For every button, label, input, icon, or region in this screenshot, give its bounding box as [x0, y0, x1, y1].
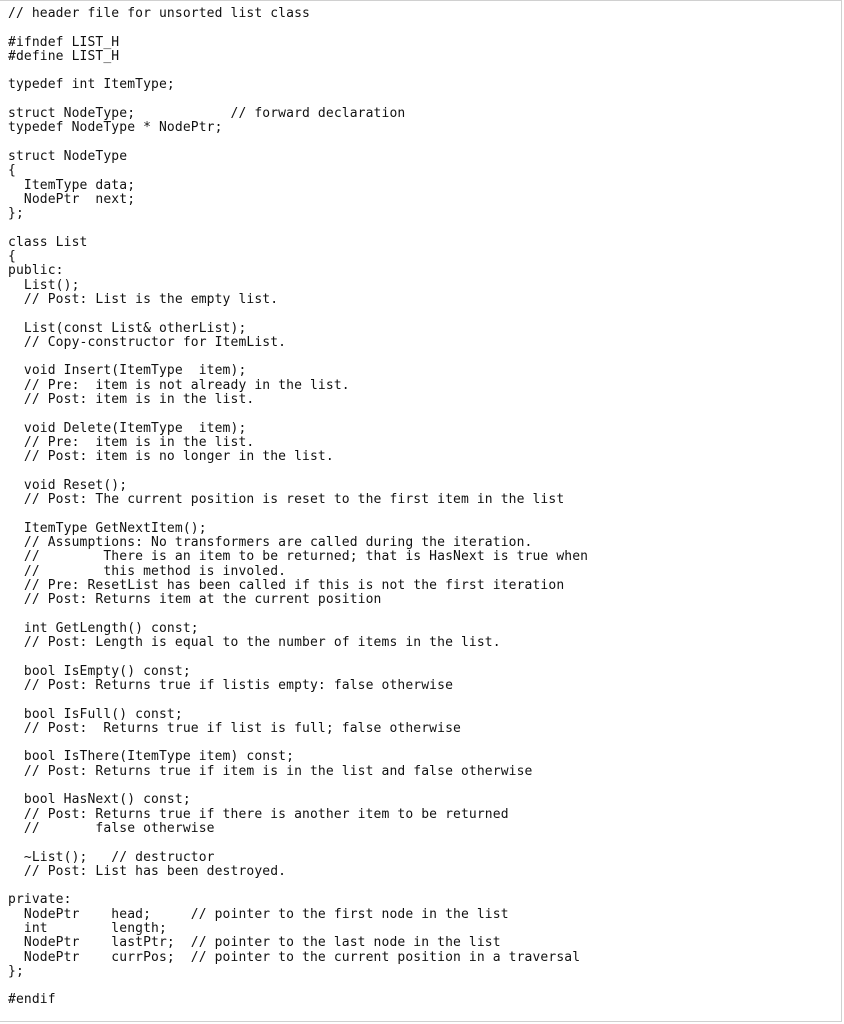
code-line: // Post: Returns true if list is full; false otherwise: [8, 720, 461, 736]
code-line: // Post: List has been destroyed.: [8, 863, 287, 879]
code-line: typedef int ItemType;: [8, 77, 175, 93]
code-line: ItemType GetNextItem();: [8, 520, 207, 536]
code-line: [8, 93, 836, 107]
code-line: [8, 507, 836, 521]
code-line: [8, 221, 836, 235]
code-line: // Post: Returns true if item is in the list and false otherwise: [8, 763, 533, 779]
code-line: class List: [8, 234, 88, 250]
code-line: NodePtr next;: [8, 191, 136, 207]
code-line: [8, 350, 836, 364]
code-line: // Post: Returns item at the current position: [8, 592, 382, 608]
code-line: [8, 64, 836, 78]
code-line: // Pre: ResetList has been called if this is not the first iteration: [8, 577, 565, 593]
code-line: // header file for unsorted list class: [8, 6, 310, 21]
code-line: // Assumptions: No transformers are called during the iteration.: [8, 534, 533, 550]
code-line: [8, 136, 836, 150]
code-line: };: [8, 206, 24, 222]
code-line: // Post: Returns true if there is another item to be returned: [8, 806, 509, 822]
code-line: [8, 607, 836, 621]
code-line: bool IsEmpty() const;: [8, 663, 191, 679]
code-line: #endif: [8, 992, 56, 1008]
code-line: // Post: Length is equal to the number of items in the list.: [8, 635, 501, 651]
code-line: bool IsThere(ItemType item) const;: [8, 749, 295, 765]
code-line: // false otherwise: [8, 820, 215, 836]
code-line: [8, 465, 836, 479]
code-line: #define LIST_H: [8, 48, 120, 64]
code-line: List();: [8, 277, 80, 293]
code-line: void Insert(ItemType item);: [8, 363, 247, 379]
code-line: private:: [8, 892, 72, 908]
code-line: // Post: item is in the list.: [8, 392, 255, 408]
code-line: [8, 879, 836, 893]
code-line: // Post: The current position is reset to the first item in the list: [8, 492, 565, 508]
code-line: void Reset();: [8, 477, 128, 493]
code-line: [8, 979, 836, 993]
code-line: // Post: Returns true if listis empty: false otherwise: [8, 677, 454, 693]
code-line: // Pre: item is not already in the list.: [8, 377, 350, 393]
code-line: void Delete(ItemType item);: [8, 420, 247, 436]
code-line: ItemType data;: [8, 177, 136, 193]
code-line: public:: [8, 263, 64, 279]
code-line: bool HasNext() const;: [8, 792, 191, 808]
code-line: // Post: List is the empty list.: [8, 291, 279, 307]
code-line: [8, 836, 836, 850]
code-line: List(const List& otherList);: [8, 320, 247, 336]
code-line: struct NodeType; // forward declaration: [8, 106, 406, 122]
code-line: [8, 693, 836, 707]
code-line: {: [8, 163, 16, 179]
code-line: [8, 307, 836, 321]
code-line: struct NodeType: [8, 148, 128, 164]
code-line: // There is an item to be returned; that is HasNext is true when: [8, 549, 589, 565]
code-line: bool IsFull() const;: [8, 706, 183, 722]
code-line: NodePtr currPos; // pointer to the current position in a traversal: [8, 949, 581, 965]
code-line: [8, 736, 836, 750]
code-line: // this method is involed.: [8, 563, 287, 579]
code-line: };: [8, 963, 24, 979]
code-line: [8, 21, 836, 35]
code-line: typedef NodeType * NodePtr;: [8, 120, 223, 136]
code-line: int GetLength() const;: [8, 620, 199, 636]
code-line: NodePtr head; // pointer to the first node in the list: [8, 906, 509, 922]
code-listing: [8, 7, 836, 1008]
code-line: // Pre: item is in the list.: [8, 434, 255, 450]
code-line: // Copy-constructor for ItemList.: [8, 334, 287, 350]
code-line: int length;: [8, 921, 167, 936]
code-line: // Post: item is no longer in the list.: [8, 449, 334, 465]
code-line: NodePtr lastPtr; // pointer to the last node in the list: [8, 935, 501, 951]
code-line: {: [8, 249, 16, 265]
code-line: [8, 779, 836, 793]
code-line: [8, 407, 836, 421]
code-line: ~List(); // destructor: [8, 849, 215, 865]
code-line: [8, 650, 836, 664]
code-line: #ifndef LIST_H: [8, 34, 120, 50]
